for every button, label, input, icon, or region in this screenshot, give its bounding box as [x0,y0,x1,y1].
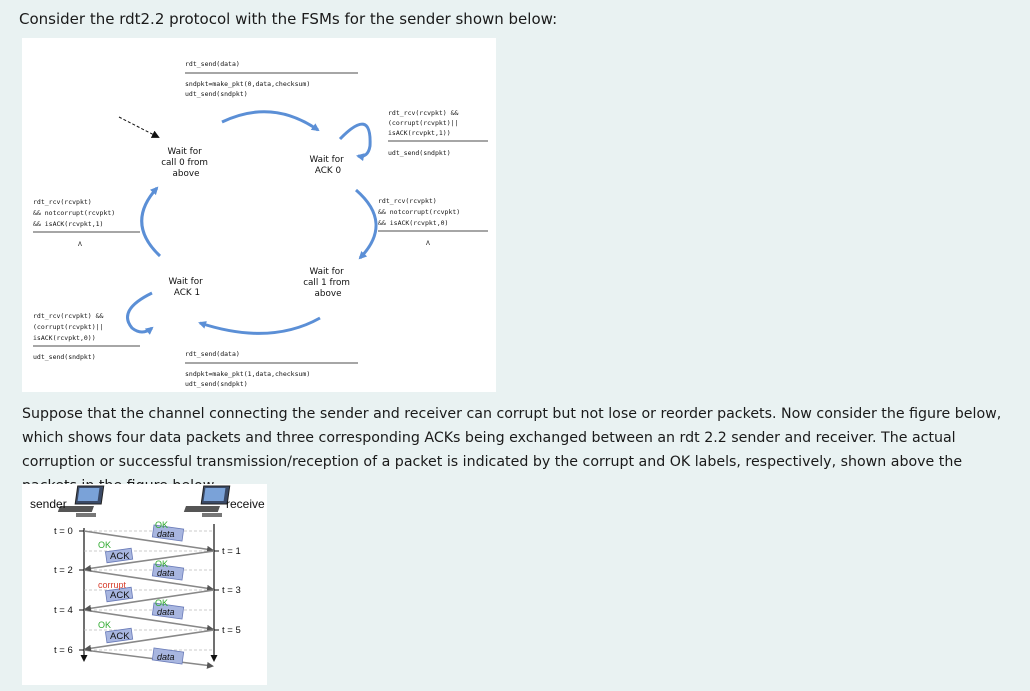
sender-label: sender [30,497,67,511]
self-loop-ack0-action: udt_send(sndpkt) [388,149,451,157]
receiver-time-3: t = 3 [222,585,241,596]
top-event: rdt_send(data) [185,60,240,68]
ack-packet [98,580,133,602]
problem-paragraph: Suppose that the channel connecting the sender and receiver can corrupt but not lose or reorder packets. Now consider the figure below, which shows four data packets and three corresponding ACKs being exchanged between an rdt 2.2 sender and receiver. The actual corruption or successful transmission/reception of a packet is indicated by the corrupt and OK labels, respectively, shown above the [22,406,1002,470]
state-wait-ack0: Wait for ACK 0 [309,155,344,176]
bottom-event: rdt_send(data) [185,350,240,358]
left-action: Λ [78,240,82,248]
intro-text: Consider the rdt2.2 protocol with the FSMs for the sender shown below: [19,10,558,28]
ack-packet [98,620,133,643]
svg-text:ACK: ACK [110,631,130,642]
svg-text:data: data [157,529,175,539]
sender-time-4: t = 4 [54,605,73,616]
svg-text:OK: OK [98,540,112,550]
right-event: rdt_rcv(rcvpkt) && notcorrupt(rcvpkt) && isACK(rcvpkt,0) [378,197,461,227]
receiver-computer-icon [184,486,230,517]
svg-text:data: data [157,652,175,662]
svg-text:OK: OK [155,598,169,608]
sequence-diagram [22,484,267,685]
state-wait-ack1: Wait for ACK 1 [168,277,203,298]
data-packet [152,598,183,619]
sender-time-6: t = 6 [54,645,73,656]
self-loop-ack0 [340,124,370,156]
data-packet [152,648,183,664]
svg-text:data: data [157,568,175,578]
sender-time-0: t = 0 [54,526,73,537]
svg-text:OK: OK [98,620,112,630]
transition-arc-bottom [200,318,320,333]
self-loop-ack1-action: udt_send(sndpkt) [33,353,96,361]
top-action: sndpkt=make_pkt(0,data,checksum) udt_send(sndpkt) [185,80,311,98]
svg-text:corrupt: corrupt [98,580,127,590]
receiver-label: receive [226,497,265,511]
svg-text:data: data [157,607,175,617]
right-action: Λ [426,239,430,247]
self-loop-ack1 [128,293,153,332]
data-packet [152,520,183,541]
self-loop-ack0-event: rdt_rcv(rcvpkt) && (corrupt(rcvpkt)|| isACK(rcvpkt,1)) [388,109,459,137]
svg-text:ACK: ACK [110,551,130,562]
state-wait-call0: Wait for call 0 from above [161,147,208,179]
self-loop-ack1-event: rdt_rcv(rcvpkt) && (corrupt(rcvpkt)|| isACK(rcvpkt,0)) [33,312,104,342]
sender-time-2: t = 2 [54,565,73,576]
ack-packet [98,540,133,563]
initial-arrow [119,117,158,137]
svg-text:OK: OK [155,520,169,530]
left-event: rdt_rcv(rcvpkt) && notcorrupt(rcvpkt) && isACK(rcvpkt,1) [33,198,116,228]
svg-text:ACK: ACK [110,590,130,601]
receiver-time-5: t = 5 [222,625,241,636]
receiver-time-1: t = 1 [222,546,241,557]
svg-text:OK: OK [155,559,169,569]
data-packet [152,559,183,580]
state-wait-call1: Wait for call 1 from above [303,267,350,299]
transition-arc-right [356,190,376,258]
bottom-action: sndpkt=make_pkt(1,data,checksum) udt_send(sndpkt) [185,370,311,388]
fsm-diagram [22,38,496,392]
transition-arc-top [222,112,318,130]
transition-arc-left [142,188,160,256]
